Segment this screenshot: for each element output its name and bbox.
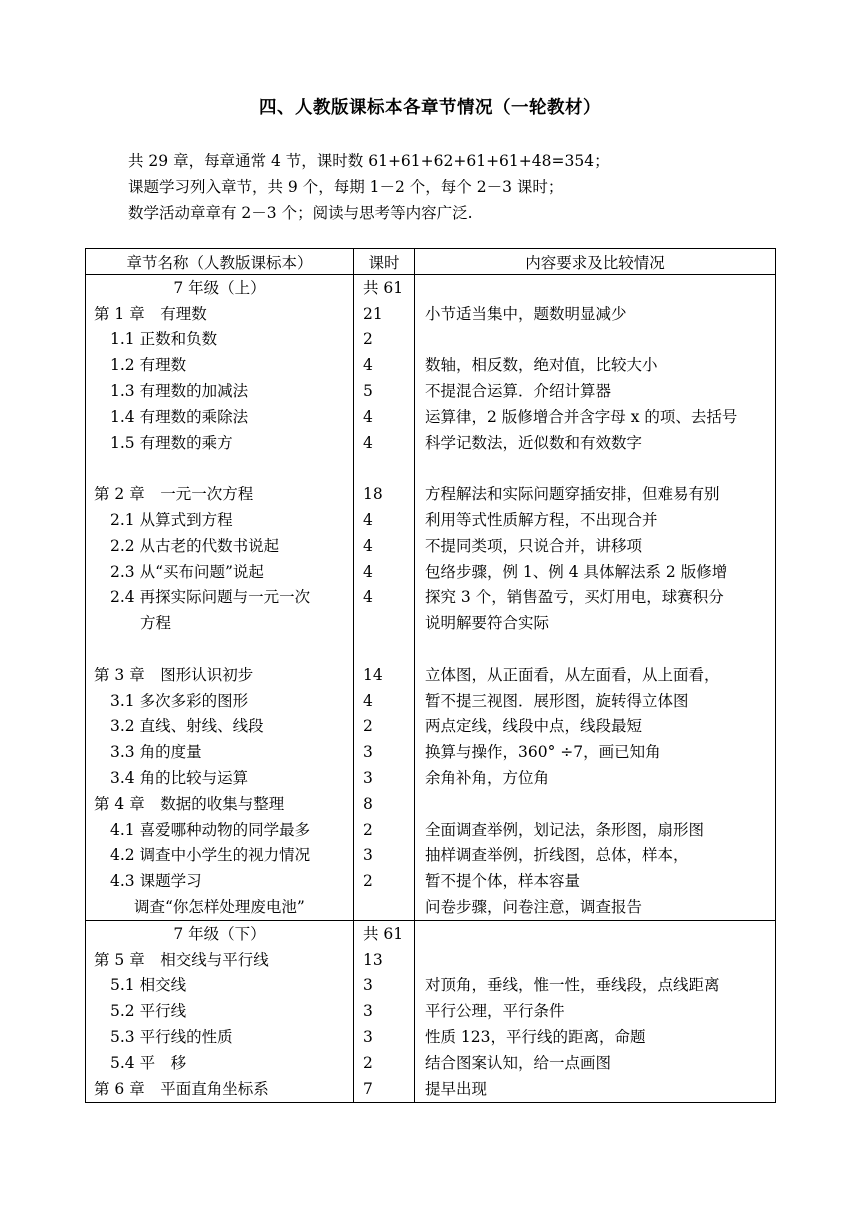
hours-cell: 21	[354, 301, 415, 327]
chapter-cell: 3.1 多次多彩的图形	[86, 688, 354, 714]
chapter-cell: 3.2 直线、射线、线段	[86, 714, 354, 740]
chapter-cell: 调查“你怎样处理废电池”	[86, 894, 354, 920]
content-cell: 平行公理，平行条件	[415, 998, 776, 1024]
header-chapter-name: 章节名称（人教版课标本）	[86, 249, 354, 275]
hours-cell: 5	[354, 378, 415, 404]
header-hours: 课时	[354, 249, 415, 275]
chapter-cell: 1.5 有理数的乘方	[86, 430, 354, 456]
hours-cell: 14	[354, 662, 415, 688]
hours-cell: 4	[354, 507, 415, 533]
chapter-cell: 5.3 平行线的性质	[86, 1024, 354, 1050]
content-cell: 不提同类项，只说合并，讲移项	[415, 533, 776, 559]
table-row	[86, 947, 776, 973]
page-title: 四、人教版课标本各章节情况（一轮教材）	[259, 98, 601, 118]
hours-cell: 4	[354, 533, 415, 559]
chapter-cell: 7 年级（上）	[86, 275, 354, 301]
intro-line: 数学活动章章有 2－3 个；阅读与思考等内容广泛.	[128, 204, 473, 222]
content-cell: 暂不提三视图．展形图，旋转得立体图	[415, 688, 776, 714]
content-cell: 包络步骤，例 1、例 4 具体解法系 2 版修增	[415, 559, 776, 585]
chapter-cell: 2.2 从古老的代数书说起	[86, 533, 354, 559]
table-body	[86, 275, 776, 1103]
table-row	[86, 739, 776, 765]
table-row	[86, 610, 776, 636]
chapter-cell: 5.4 平 移	[86, 1050, 354, 1076]
intro-line: 共 29 章，每章通常 4 节，课时数 61+61+62+61+61+48=354；	[128, 152, 610, 170]
chapter-cell: 第 2 章 一元一次方程	[86, 481, 354, 507]
table-header-row	[86, 249, 776, 275]
chapter-cell: 4.1 喜爱哪种动物的同学最多	[86, 817, 354, 843]
content-cell: 利用等式性质解方程，不出现合并	[415, 507, 776, 533]
hours-cell: 4	[354, 352, 415, 378]
content-cell: 科学记数法，近似数和有效数字	[415, 430, 776, 456]
table-row	[86, 585, 776, 611]
hours-cell	[354, 456, 415, 482]
hours-cell: 3	[354, 739, 415, 765]
content-cell: 问卷步骤，问卷注意，调查报告	[415, 894, 776, 920]
hours-cell	[354, 894, 415, 920]
hours-cell: 4	[354, 404, 415, 430]
chapter-cell: 3.3 角的度量	[86, 739, 354, 765]
content-cell: 不提混合运算．介绍计算器	[415, 378, 776, 404]
content-cell: 结合图案认知，给一点画图	[415, 1050, 776, 1076]
table-row	[86, 920, 776, 946]
table-row	[86, 791, 776, 817]
hours-cell: 2	[354, 327, 415, 353]
hours-cell: 共 61	[354, 920, 415, 946]
content-cell: 两点定线，线段中点，线段最短	[415, 714, 776, 740]
table-row	[86, 1024, 776, 1050]
table-row	[86, 843, 776, 869]
hours-cell: 4	[354, 585, 415, 611]
table-row	[86, 430, 776, 456]
table-row	[86, 714, 776, 740]
chapter-cell: 第 1 章 有理数	[86, 301, 354, 327]
content-cell: 性质 123，平行线的距离，命题	[415, 1024, 776, 1050]
hours-cell: 2	[354, 714, 415, 740]
hours-cell: 4	[354, 559, 415, 585]
chapter-cell: 2.4 再探实际问题与一元一次	[86, 585, 354, 611]
chapter-cell: 第 4 章 数据的收集与整理	[86, 791, 354, 817]
hours-cell: 共 61	[354, 275, 415, 301]
content-cell: 运算律，2 版修增合并含字母 x 的项、去括号	[415, 404, 776, 430]
chapter-cell: 7 年级（下）	[86, 920, 354, 946]
hours-cell	[354, 610, 415, 636]
table-row	[86, 378, 776, 404]
content-cell: 余角补角，方位角	[415, 765, 776, 791]
hours-cell: 3	[354, 1024, 415, 1050]
chapter-cell: 1.4 有理数的乘除法	[86, 404, 354, 430]
table-row	[86, 352, 776, 378]
chapter-cell: 1.3 有理数的加减法	[86, 378, 354, 404]
hours-cell: 2	[354, 868, 415, 894]
chapter-cell: 2.1 从算式到方程	[86, 507, 354, 533]
table-row	[86, 404, 776, 430]
table-row	[86, 533, 776, 559]
hours-cell: 2	[354, 817, 415, 843]
chapter-cell: 第 3 章 图形认识初步	[86, 662, 354, 688]
chapter-cell: 方程	[86, 610, 354, 636]
table-row	[86, 301, 776, 327]
content-cell: 探究 3 个，销售盈亏，买灯用电，球赛积分	[415, 585, 776, 611]
table-spacer-row	[86, 456, 776, 482]
content-cell: 换算与操作，360° ÷7，画已知角	[415, 739, 776, 765]
table-row	[86, 894, 776, 920]
chapter-cell: 4.3 课题学习	[86, 868, 354, 894]
content-cell	[415, 636, 776, 662]
hours-cell	[354, 636, 415, 662]
table-row	[86, 662, 776, 688]
content-cell: 小节适当集中，题数明显减少	[415, 301, 776, 327]
hours-cell: 2	[354, 1050, 415, 1076]
hours-cell: 3	[354, 765, 415, 791]
chapter-cell: 第 6 章 平面直角坐标系	[86, 1076, 354, 1102]
table-row	[86, 1076, 776, 1102]
content-cell: 提早出现	[415, 1076, 776, 1102]
table-row	[86, 559, 776, 585]
table-row	[86, 817, 776, 843]
hours-cell: 13	[354, 947, 415, 973]
hours-cell: 3	[354, 998, 415, 1024]
table-spacer-row	[86, 636, 776, 662]
chapter-cell: 5.1 相交线	[86, 973, 354, 999]
content-cell: 对顶角，垂线，惟一性，垂线段，点线距离	[415, 973, 776, 999]
hours-cell: 7	[354, 1076, 415, 1102]
content-cell: 方程解法和实际问题穿插安排，但难易有别	[415, 481, 776, 507]
table-row	[86, 481, 776, 507]
hours-cell: 4	[354, 688, 415, 714]
table-row	[86, 1050, 776, 1076]
content-cell	[415, 920, 776, 946]
chapter-cell: 3.4 角的比较与运算	[86, 765, 354, 791]
intro-paragraph	[128, 148, 610, 226]
header-content: 内容要求及比较情况	[415, 249, 776, 275]
content-cell: 全面调查举例，划记法，条形图，扇形图	[415, 817, 776, 843]
chapter-cell	[86, 456, 354, 482]
table-row	[86, 507, 776, 533]
content-cell	[415, 327, 776, 353]
chapter-cell: 4.2 调查中小学生的视力情况	[86, 843, 354, 869]
content-cell: 说明解要符合实际	[415, 610, 776, 636]
hours-cell: 4	[354, 430, 415, 456]
chapter-cell: 第 5 章 相交线与平行线	[86, 947, 354, 973]
table-row	[86, 275, 776, 301]
table-row	[86, 688, 776, 714]
table-row	[86, 868, 776, 894]
chapter-cell: 2.3 从“买布问题”说起	[86, 559, 354, 585]
content-cell: 暂不提个体，样本容量	[415, 868, 776, 894]
intro-line: 课题学习列入章节，共 9 个，每期 1－2 个，每个 2－3 课时；	[128, 178, 564, 196]
content-cell: 抽样调查举例，折线图，总体，样本，	[415, 843, 776, 869]
hours-cell: 8	[354, 791, 415, 817]
content-cell	[415, 456, 776, 482]
chapter-cell	[86, 636, 354, 662]
chapter-cell: 1.2 有理数	[86, 352, 354, 378]
table-row	[86, 998, 776, 1024]
content-cell: 数轴，相反数，绝对值，比较大小	[415, 352, 776, 378]
hours-cell: 3	[354, 843, 415, 869]
hours-cell: 18	[354, 481, 415, 507]
table-row	[86, 973, 776, 999]
chapter-cell: 1.1 正数和负数	[86, 327, 354, 353]
chapter-cell: 5.2 平行线	[86, 998, 354, 1024]
content-cell	[415, 791, 776, 817]
content-cell: 立体图，从正面看，从左面看，从上面看，	[415, 662, 776, 688]
chapter-table	[85, 248, 776, 1103]
table-row	[86, 765, 776, 791]
hours-cell: 3	[354, 973, 415, 999]
content-cell	[415, 947, 776, 973]
table-row	[86, 327, 776, 353]
content-cell	[415, 275, 776, 301]
